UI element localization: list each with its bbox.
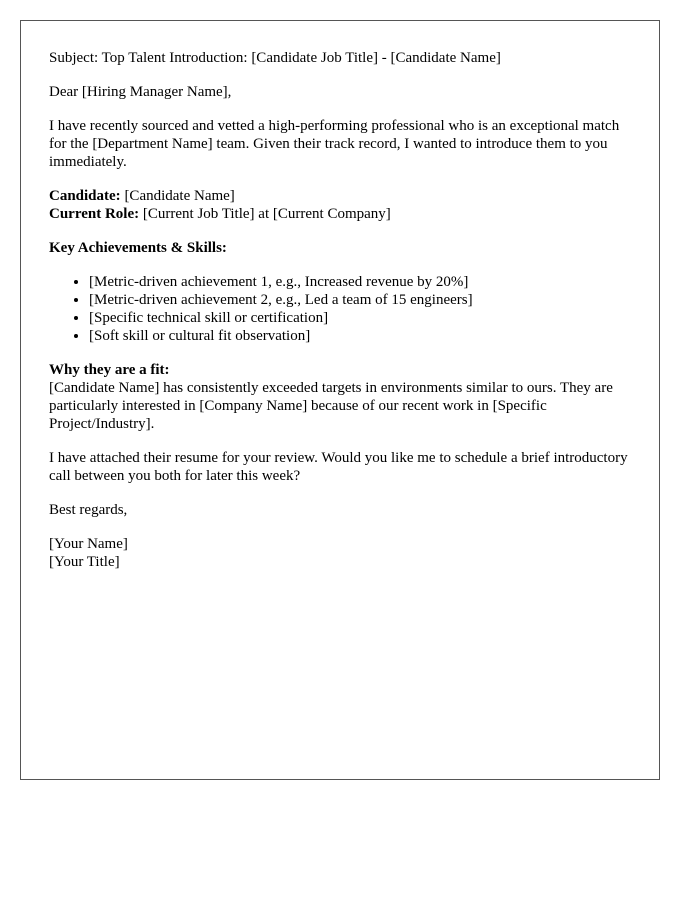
achievement-item: • [Soft skill or cultural fit observation] [89,327,631,345]
letter-document [20,20,660,780]
current-role-value: [Current Job Title] at [Current Company] [139,206,391,222]
sender-name: [Your Name] [49,536,128,552]
sender-title: [Your Title] [49,554,120,570]
achievement-item: • [Metric-driven achievement 1, e.g., Increased revenue by 20%] [89,273,631,291]
fit-section [49,361,631,433]
achievement-item: • [Metric-driven achievement 2, e.g., Led a team of 15 engineers] [89,291,631,309]
candidate-label: Candidate: [49,188,121,204]
achievements-list [49,273,631,345]
candidate-details [49,187,631,223]
intro-paragraph: I have recently sourced and vetted a high-performing professional who is an exceptional match for the [Department Name] team. Given their track record, I wanted to introduce them to you immediately. [49,118,620,170]
fit-heading: Why they are a fit: [49,362,170,378]
fit-text: [Candidate Name] has consistently exceeded targets in environments similar to ours. They are particularly interested in [Company Name] because of our recent work in [Specific Project/Industry]. [49,380,613,432]
signoff: Best regards, [49,502,128,518]
closing-paragraph: I have attached their resume for your review. Would you like me to schedule a brief introductory call between you both for later this week? [49,450,628,484]
candidate-value: [Candidate Name] [120,188,235,204]
current-role-label: Current Role: [49,206,140,222]
subject-line: Subject: Top Talent Introduction: [Candidate Job Title] - [Candidate Name] [49,50,501,66]
current-role-line [49,205,631,223]
achievements-heading: Key Achievements & Skills: [49,240,227,256]
candidate-line [49,187,631,205]
achievement-item: • [Specific technical skill or certification] [89,309,631,327]
signature-block [49,535,631,571]
greeting: Dear [Hiring Manager Name], [49,84,232,100]
